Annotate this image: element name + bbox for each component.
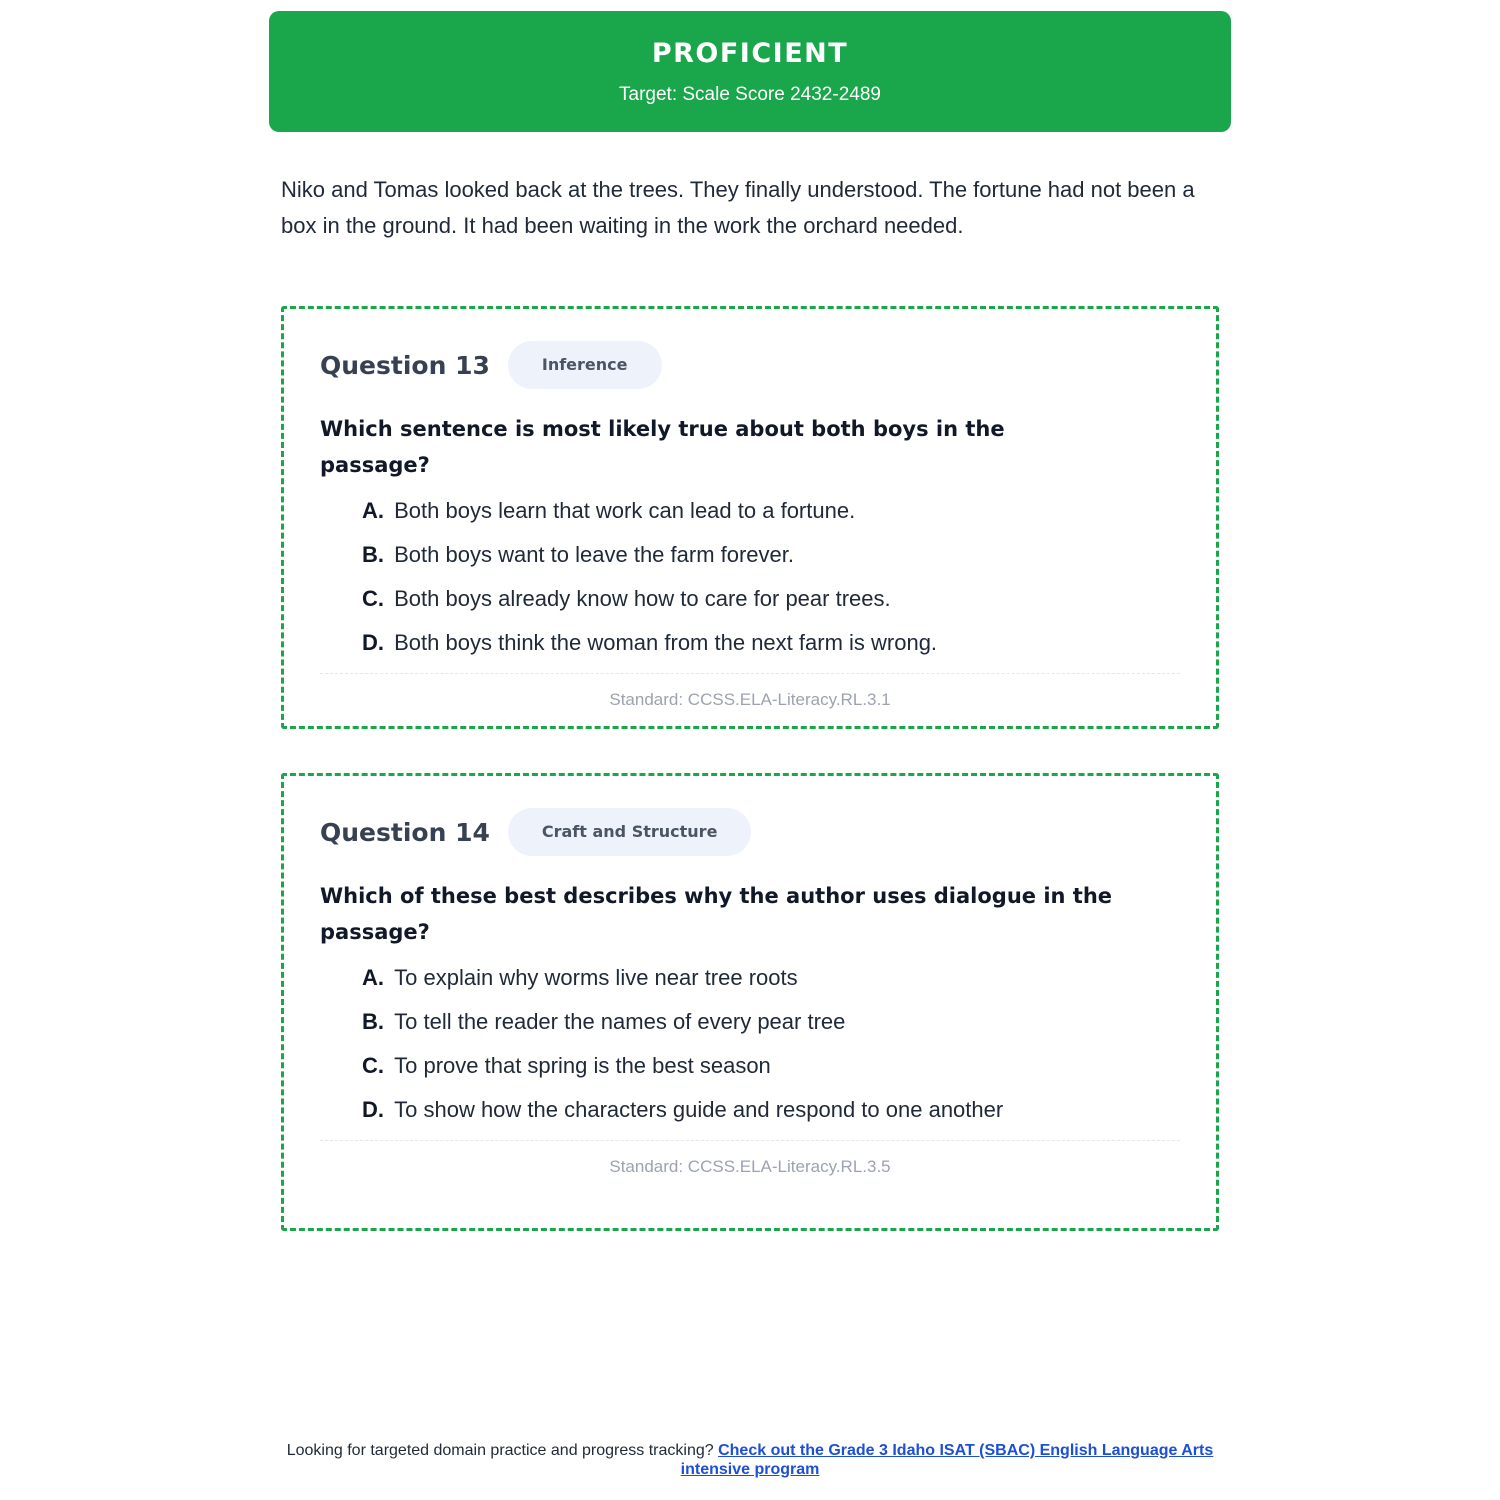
answer-option[interactable] [362, 1096, 1180, 1123]
question-card [281, 306, 1219, 729]
question-tag: Inference [508, 341, 662, 389]
option-letter: C. [362, 1053, 391, 1078]
passage-text: Niko and Tomas looked back at the trees. They finally understood. The fortune had not been a box in the ground. It had been waiting in the work the orchard needed. [281, 177, 1195, 238]
answer-option[interactable] [362, 964, 1180, 991]
answer-option[interactable] [362, 629, 1180, 656]
divider [320, 673, 1180, 674]
option-letter: B. [362, 1009, 391, 1034]
answer-option[interactable] [362, 1008, 1180, 1035]
banner-subtitle: Target: Scale Score 2432-2489 [619, 84, 881, 105]
option-letter: C. [362, 586, 391, 611]
option-letter: A. [362, 965, 391, 990]
program-link[interactable]: Check out the Grade 3 Idaho ISAT (SBAC) English Language Arts intensive program [680, 1442, 1214, 1478]
page [269, 11, 1231, 1176]
divider [320, 1140, 1180, 1141]
option-text: Both boys think the woman from the next farm is wrong. [394, 630, 938, 655]
option-text: Both boys learn that work can lead to a fortune. [394, 498, 856, 523]
option-text: To explain why worms live near tree roots [394, 965, 798, 990]
option-text: Both boys want to leave the farm forever. [394, 542, 795, 567]
answer-options [362, 497, 1180, 656]
option-letter: D. [362, 630, 391, 655]
answer-option[interactable] [362, 585, 1180, 612]
question-number: Question 13 [320, 350, 490, 380]
answer-option[interactable] [362, 541, 1180, 568]
option-text: To tell the reader the names of every pear tree [394, 1009, 846, 1034]
option-text: To show how the characters guide and respond to one another [394, 1097, 1004, 1122]
question-header [320, 341, 1180, 389]
footer-text: Looking for targeted domain practice and progress tracking? [286, 1442, 719, 1459]
proficiency-banner [269, 11, 1231, 132]
standard-label: Standard: CCSS.ELA-Literacy.RL.3.5 [609, 1157, 891, 1176]
footer [269, 1441, 1231, 1479]
question-text: Which sentence is most likely true about both boys in the passage? [320, 417, 1005, 477]
banner-title: PROFICIENT [651, 38, 849, 69]
option-letter: D. [362, 1097, 391, 1122]
option-letter: B. [362, 542, 391, 567]
option-text: Both boys already know how to care for pear trees. [394, 586, 891, 611]
question-number: Question 14 [320, 817, 490, 847]
question-header [320, 808, 1180, 856]
answer-option[interactable] [362, 497, 1180, 524]
answer-options [362, 964, 1180, 1123]
option-letter: A. [362, 498, 391, 523]
question-tag: Craft and Structure [508, 808, 752, 856]
option-text: To prove that spring is the best season [394, 1053, 771, 1078]
standard-label: Standard: CCSS.ELA-Literacy.RL.3.1 [609, 690, 891, 709]
question-text: Which of these best describes why the author uses dialogue in the passage? [320, 884, 1113, 944]
answer-option[interactable] [362, 1052, 1180, 1079]
question-card [281, 773, 1219, 1231]
